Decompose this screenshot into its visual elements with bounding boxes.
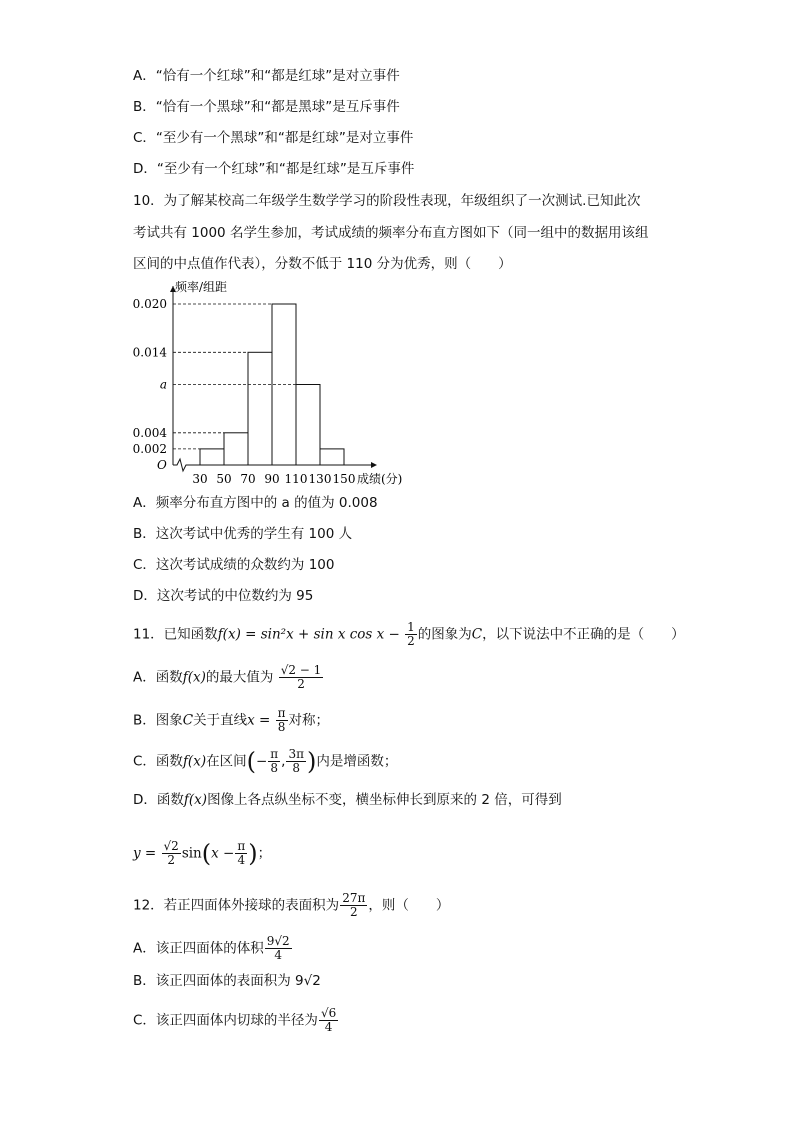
fraction-denominator: 2: [407, 634, 415, 648]
q9-option-b: B．“恰有一个黑球”和“都是黑球”是互斥事件: [133, 99, 400, 115]
q9-option-c: C．“至少有一个黑球”和“都是红球”是对立事件: [133, 130, 414, 146]
fraction-denominator: 2: [167, 853, 175, 867]
close-paren-icon: ): [248, 839, 258, 868]
q11-expression: = sin²x + sin x cos x −: [240, 626, 400, 643]
x-tick-label: 30: [192, 472, 208, 486]
q12-option-b: B．该正四面体的表面积为 9√2: [133, 973, 321, 989]
fraction-numerator: √2: [163, 839, 179, 853]
q11-fx: f(x): [217, 626, 241, 643]
fraction-numerator: 27π: [342, 891, 366, 905]
q12-stem-prefix: 12．若正四面体外接球的表面积为: [133, 897, 340, 914]
q11-option-a: [133, 664, 324, 691]
option-prefix: C．该正四面体内切球的半径为: [133, 1012, 318, 1029]
q9-option-d: D．“至少有一个红球”和“都是红球”是互斥事件: [133, 161, 415, 177]
fraction-denominator: 8: [270, 761, 279, 775]
y-tick-label: 0.020: [132, 297, 167, 311]
q10-option-c: C．这次考试成绩的众数约为 100: [133, 557, 335, 573]
option-prefix: D．函数: [133, 792, 184, 808]
close-paren-icon: ): [307, 747, 317, 776]
q11-c-upper-fraction: [286, 748, 306, 775]
option-prefix: A．该正四面体的体积: [133, 940, 264, 957]
option-text: 图像上各点纵坐标不变，横坐标伸长到原来的 2 倍，可得到: [207, 792, 562, 808]
q10-option-d: D．这次考试的中位数约为 95: [133, 588, 314, 604]
q10-stem-line1: 10．为了解某校高二年级学生数学学习的阶段性表现，年级组织了一次测试.已知此次: [133, 193, 641, 209]
q11-fx: f(x): [182, 753, 207, 770]
formula-arg: x −: [211, 845, 235, 862]
q12-a-fraction: [265, 935, 292, 962]
y-axis-label: 频率/组距: [175, 280, 228, 294]
q11-option-b: [133, 707, 329, 734]
q11-curve-c: C: [471, 626, 483, 643]
x-tick-label: 150: [332, 472, 356, 486]
x-tick-label: 130: [308, 472, 332, 486]
q10-stem-line3: 区间的中点值作代表），分数不低于 110 分为优秀，则（ ）: [133, 256, 512, 272]
fraction-numerator: π: [237, 839, 246, 853]
option-text: 关于直线: [193, 712, 248, 729]
x-tick-label: 90: [264, 472, 280, 486]
q11-option-c: C．函数f(x)在区间(− $\frac{\pi}{8}$ , $\frac{3\pi}{8}$ )内是增函数；: [133, 747, 398, 776]
fraction-numerator: √6: [320, 1006, 337, 1020]
q11-option-d: [133, 790, 562, 810]
x-axis-label: 成绩(分): [357, 472, 403, 486]
q11-b-x-equals: x =: [247, 712, 271, 729]
q11-fx: f(x): [182, 669, 206, 686]
q12-option-a: [133, 935, 293, 962]
q10-option-a: A．频率分布直方图中的 a 的值为 0.008: [133, 495, 378, 511]
q11-fx: f(x): [183, 792, 208, 808]
fraction-denominator: 4: [237, 853, 246, 867]
fraction-denominator: 8: [292, 761, 301, 775]
histogram-bar: [248, 352, 272, 465]
x-tick-label: 70: [240, 472, 256, 486]
x-tick-label: 110: [284, 472, 308, 486]
q9-option-a: A．“恰有一个红球”和“都是红球”是对立事件: [133, 68, 400, 84]
x-tick-label: 50: [216, 472, 232, 486]
fraction-denominator: 2: [349, 905, 358, 919]
q11-stem-end: ，以下说法中不正确的是（ ）: [482, 626, 685, 643]
q11-half-fraction: [405, 621, 417, 648]
fraction-numerator: π: [277, 706, 286, 720]
origin-label: O: [157, 458, 167, 472]
fraction-denominator: 8: [277, 720, 286, 734]
q11-d-coef-fraction: [162, 840, 181, 867]
option-text: 的最大值为: [205, 669, 274, 686]
frequency-histogram: [125, 276, 425, 488]
option-prefix: A．函数: [133, 669, 183, 686]
fraction-denominator: 4: [324, 1020, 333, 1034]
q11-stem-prefix: 11．已知函数: [133, 626, 218, 643]
histogram-bar: [200, 449, 224, 465]
fraction-denominator: 2: [297, 677, 305, 691]
q11-a-fraction: [279, 664, 324, 691]
fraction-numerator: 3π: [288, 747, 304, 761]
q11-option-d-formula: [133, 840, 271, 867]
y-tick-label: a: [159, 377, 167, 392]
q12-stem: [133, 892, 449, 919]
option-prefix: C．函数: [133, 753, 183, 770]
option-text: 内是增函数；: [316, 753, 398, 770]
option-text: 在区间: [206, 753, 247, 770]
y-tick-label: 0.002: [132, 441, 167, 456]
option-text: 对称；: [288, 712, 330, 729]
option-prefix: B．图象: [133, 712, 183, 729]
fraction-numerator: √2 − 1: [280, 663, 322, 677]
q11-c-lower-fraction: [268, 748, 280, 775]
fraction-numerator: π: [270, 747, 279, 761]
q11-stem-post: 的图象为: [417, 626, 472, 643]
histogram-bar: [224, 433, 248, 465]
q12-stem-post: ，则（ ）: [368, 897, 450, 914]
open-paren-icon: (: [201, 839, 212, 868]
q11-b-fraction: [276, 707, 288, 734]
formula-y-equals: y =: [133, 845, 157, 862]
formula-sin: sin: [181, 845, 202, 862]
x-axis-arrow-icon: [371, 462, 377, 468]
q10-stem-line2: 考试共有 1000 名学生参加，考试成绩的频率分布直方图如下（同一组中的数据用该组: [133, 225, 649, 241]
fraction-denominator: 4: [274, 948, 283, 962]
option-text: ；: [257, 845, 272, 862]
histogram-bar: [296, 385, 320, 466]
open-paren-icon: (: [246, 747, 256, 776]
q11-stem: [133, 621, 685, 648]
q10-option-b: B．这次考试中优秀的学生有 100 人: [133, 526, 353, 542]
q12-option-c: [133, 1007, 339, 1034]
y-tick-label: 0.004: [132, 425, 167, 440]
q11-d-pi-fraction: [235, 840, 247, 867]
histogram-bar: [320, 449, 344, 465]
q12-area-fraction: [340, 892, 367, 919]
fraction-numerator: 1: [407, 620, 415, 634]
q12-c-fraction: [319, 1007, 338, 1034]
y-tick-label: 0.014: [132, 345, 167, 360]
q11-curve-c: C: [182, 712, 194, 729]
fraction-numerator: 9√2: [266, 934, 290, 948]
